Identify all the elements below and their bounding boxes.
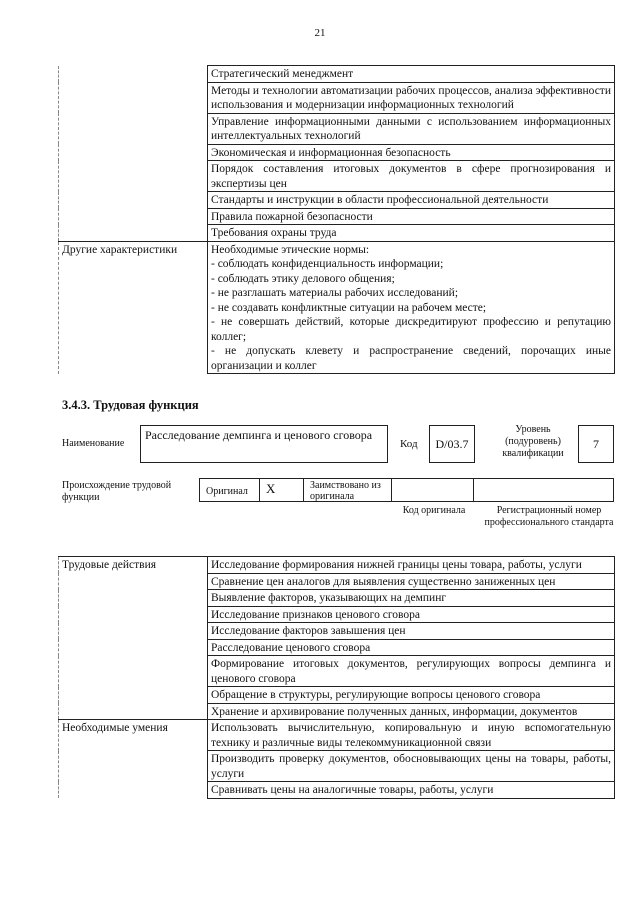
action-item: Хранение и архивирование полученных данных, информации, документов — [208, 703, 615, 720]
table-row — [59, 703, 615, 720]
group-label — [59, 606, 208, 623]
table-row — [59, 113, 615, 144]
code-original-caption: Код оригинала — [402, 505, 466, 516]
row-category — [59, 113, 208, 144]
page-number: 21 — [314, 27, 326, 39]
row-category — [59, 161, 208, 192]
row-category — [59, 66, 208, 83]
content-line: Методы и технологии автоматизации рабочих процессов, анализа эффективности использования и модернизации информационных технологий — [211, 84, 611, 111]
action-item: Сравнение цен аналогов для выявления существенно заниженных цен — [208, 573, 615, 590]
original-mark: X — [260, 479, 304, 501]
origin-label: Происхождение трудовой функции — [62, 480, 172, 503]
table-row — [59, 687, 615, 704]
group-label — [59, 656, 208, 687]
row-content — [208, 66, 615, 83]
row-category — [59, 82, 208, 113]
group-label — [59, 782, 208, 799]
row-content — [208, 113, 615, 144]
row-content — [208, 82, 615, 113]
table-row — [59, 782, 615, 799]
content-line: Порядок составления итоговых документов в сфере прогнозирования и экспертизы цен — [211, 163, 611, 190]
table-row — [59, 161, 615, 192]
table-row — [59, 192, 615, 209]
table-row — [59, 82, 615, 113]
content-line: - не совершать действий, которые дискредитируют профессию и репутацию коллег; — [211, 316, 611, 343]
row-category — [59, 144, 208, 161]
row-content — [208, 144, 615, 161]
group-label — [59, 687, 208, 704]
reg-number-caption: Регистрационный номер профессионального стандарта — [484, 505, 614, 528]
level-value-box: 7 — [578, 425, 614, 463]
group-label: Необходимые умения — [59, 720, 208, 751]
origin-row — [199, 478, 614, 502]
group-label — [59, 590, 208, 607]
group-label — [59, 623, 208, 640]
row-content — [208, 208, 615, 225]
group-label — [59, 573, 208, 590]
action-item: Использовать вычислительную, копировальную и иную вспомогательную технику и различные виды телекоммуникационной связи — [208, 720, 615, 751]
table-row — [59, 606, 615, 623]
content-line: Требования охраны труда — [211, 227, 337, 239]
content-line: - не разглашать материалы рабочих исследований; — [211, 287, 459, 299]
action-item: Исследование факторов завышения цен — [208, 623, 615, 640]
table-row — [59, 557, 615, 574]
action-item: Выявление факторов, указывающих на демпинг — [208, 590, 615, 607]
content-line: - соблюдать конфиденциальность информации; — [211, 258, 444, 270]
content-line: Стратегический менеджмент — [211, 68, 354, 80]
content-line: - соблюдать этику делового общения; — [211, 272, 395, 285]
row-content — [208, 161, 615, 192]
row-category: Другие характеристики — [59, 241, 208, 374]
table-row — [59, 590, 615, 607]
table-row — [59, 623, 615, 640]
actions-table — [58, 556, 615, 799]
table-row — [59, 241, 615, 374]
row-content — [208, 241, 615, 374]
name-label: Наименование — [62, 438, 125, 449]
table-row — [59, 208, 615, 225]
function-name-box: Расследование демпинга и ценового сговора — [140, 425, 388, 463]
row-content — [208, 225, 615, 242]
content-line: Стандарты и инструкции в области профессиональной деятельности — [211, 194, 549, 206]
section-title: 3.4.3. Трудовая функция — [62, 398, 199, 412]
function-code-box: D/03.7 — [429, 425, 475, 463]
table-row — [59, 573, 615, 590]
code-label: Код — [400, 438, 418, 450]
table-row — [59, 720, 615, 751]
table-row — [59, 656, 615, 687]
borrowed-label: Заимствовано из оригинала — [304, 479, 392, 501]
content-line: Правила пожарной безопасности — [211, 210, 373, 223]
knowledge-table — [58, 65, 615, 374]
action-item: Исследование признаков ценового сговора — [208, 606, 615, 623]
row-content — [208, 192, 615, 209]
action-item: Исследование формирования нижней границы цены товара, работы, услуги — [208, 557, 615, 574]
group-label — [59, 639, 208, 656]
code-original-cell — [392, 479, 474, 501]
content-line: Управление информационными данными с использованием информационных интеллектуальных технологий — [211, 115, 611, 142]
group-label — [59, 751, 208, 782]
table-row — [59, 639, 615, 656]
table-row — [59, 225, 615, 242]
action-item: Расследование ценового сговора — [208, 639, 615, 656]
original-label: Оригинал — [200, 479, 260, 501]
row-category — [59, 225, 208, 242]
level-label: Уровень (подуровень) квалификации — [502, 424, 564, 459]
content-line: Экономическая и информационная безопасность — [211, 146, 451, 159]
group-label: Трудовые действия — [59, 557, 208, 574]
table-row — [59, 751, 615, 782]
action-item: Сравнивать цены на аналогичные товары, работы, услуги — [208, 782, 615, 799]
row-category — [59, 192, 208, 209]
table-row — [59, 66, 615, 83]
content-line: - не допускать клевету и распространение сведений, порочащих иные организации и коллег — [211, 345, 611, 372]
action-item: Формирование итоговых документов, регулирующих вопросы демпинга и ценового сговора — [208, 656, 615, 687]
content-line: Необходимые этические нормы: — [211, 243, 370, 256]
content-line: - не создавать конфликтные ситуации на рабочем месте; — [211, 301, 487, 314]
action-item: Производить проверку документов, обосновывающих цены на товары, работы, услуги — [208, 751, 615, 782]
group-label — [59, 703, 208, 720]
table-row — [59, 144, 615, 161]
row-category — [59, 208, 208, 225]
action-item: Обращение в структуры, регулирующие вопросы ценового сговора — [208, 687, 615, 704]
